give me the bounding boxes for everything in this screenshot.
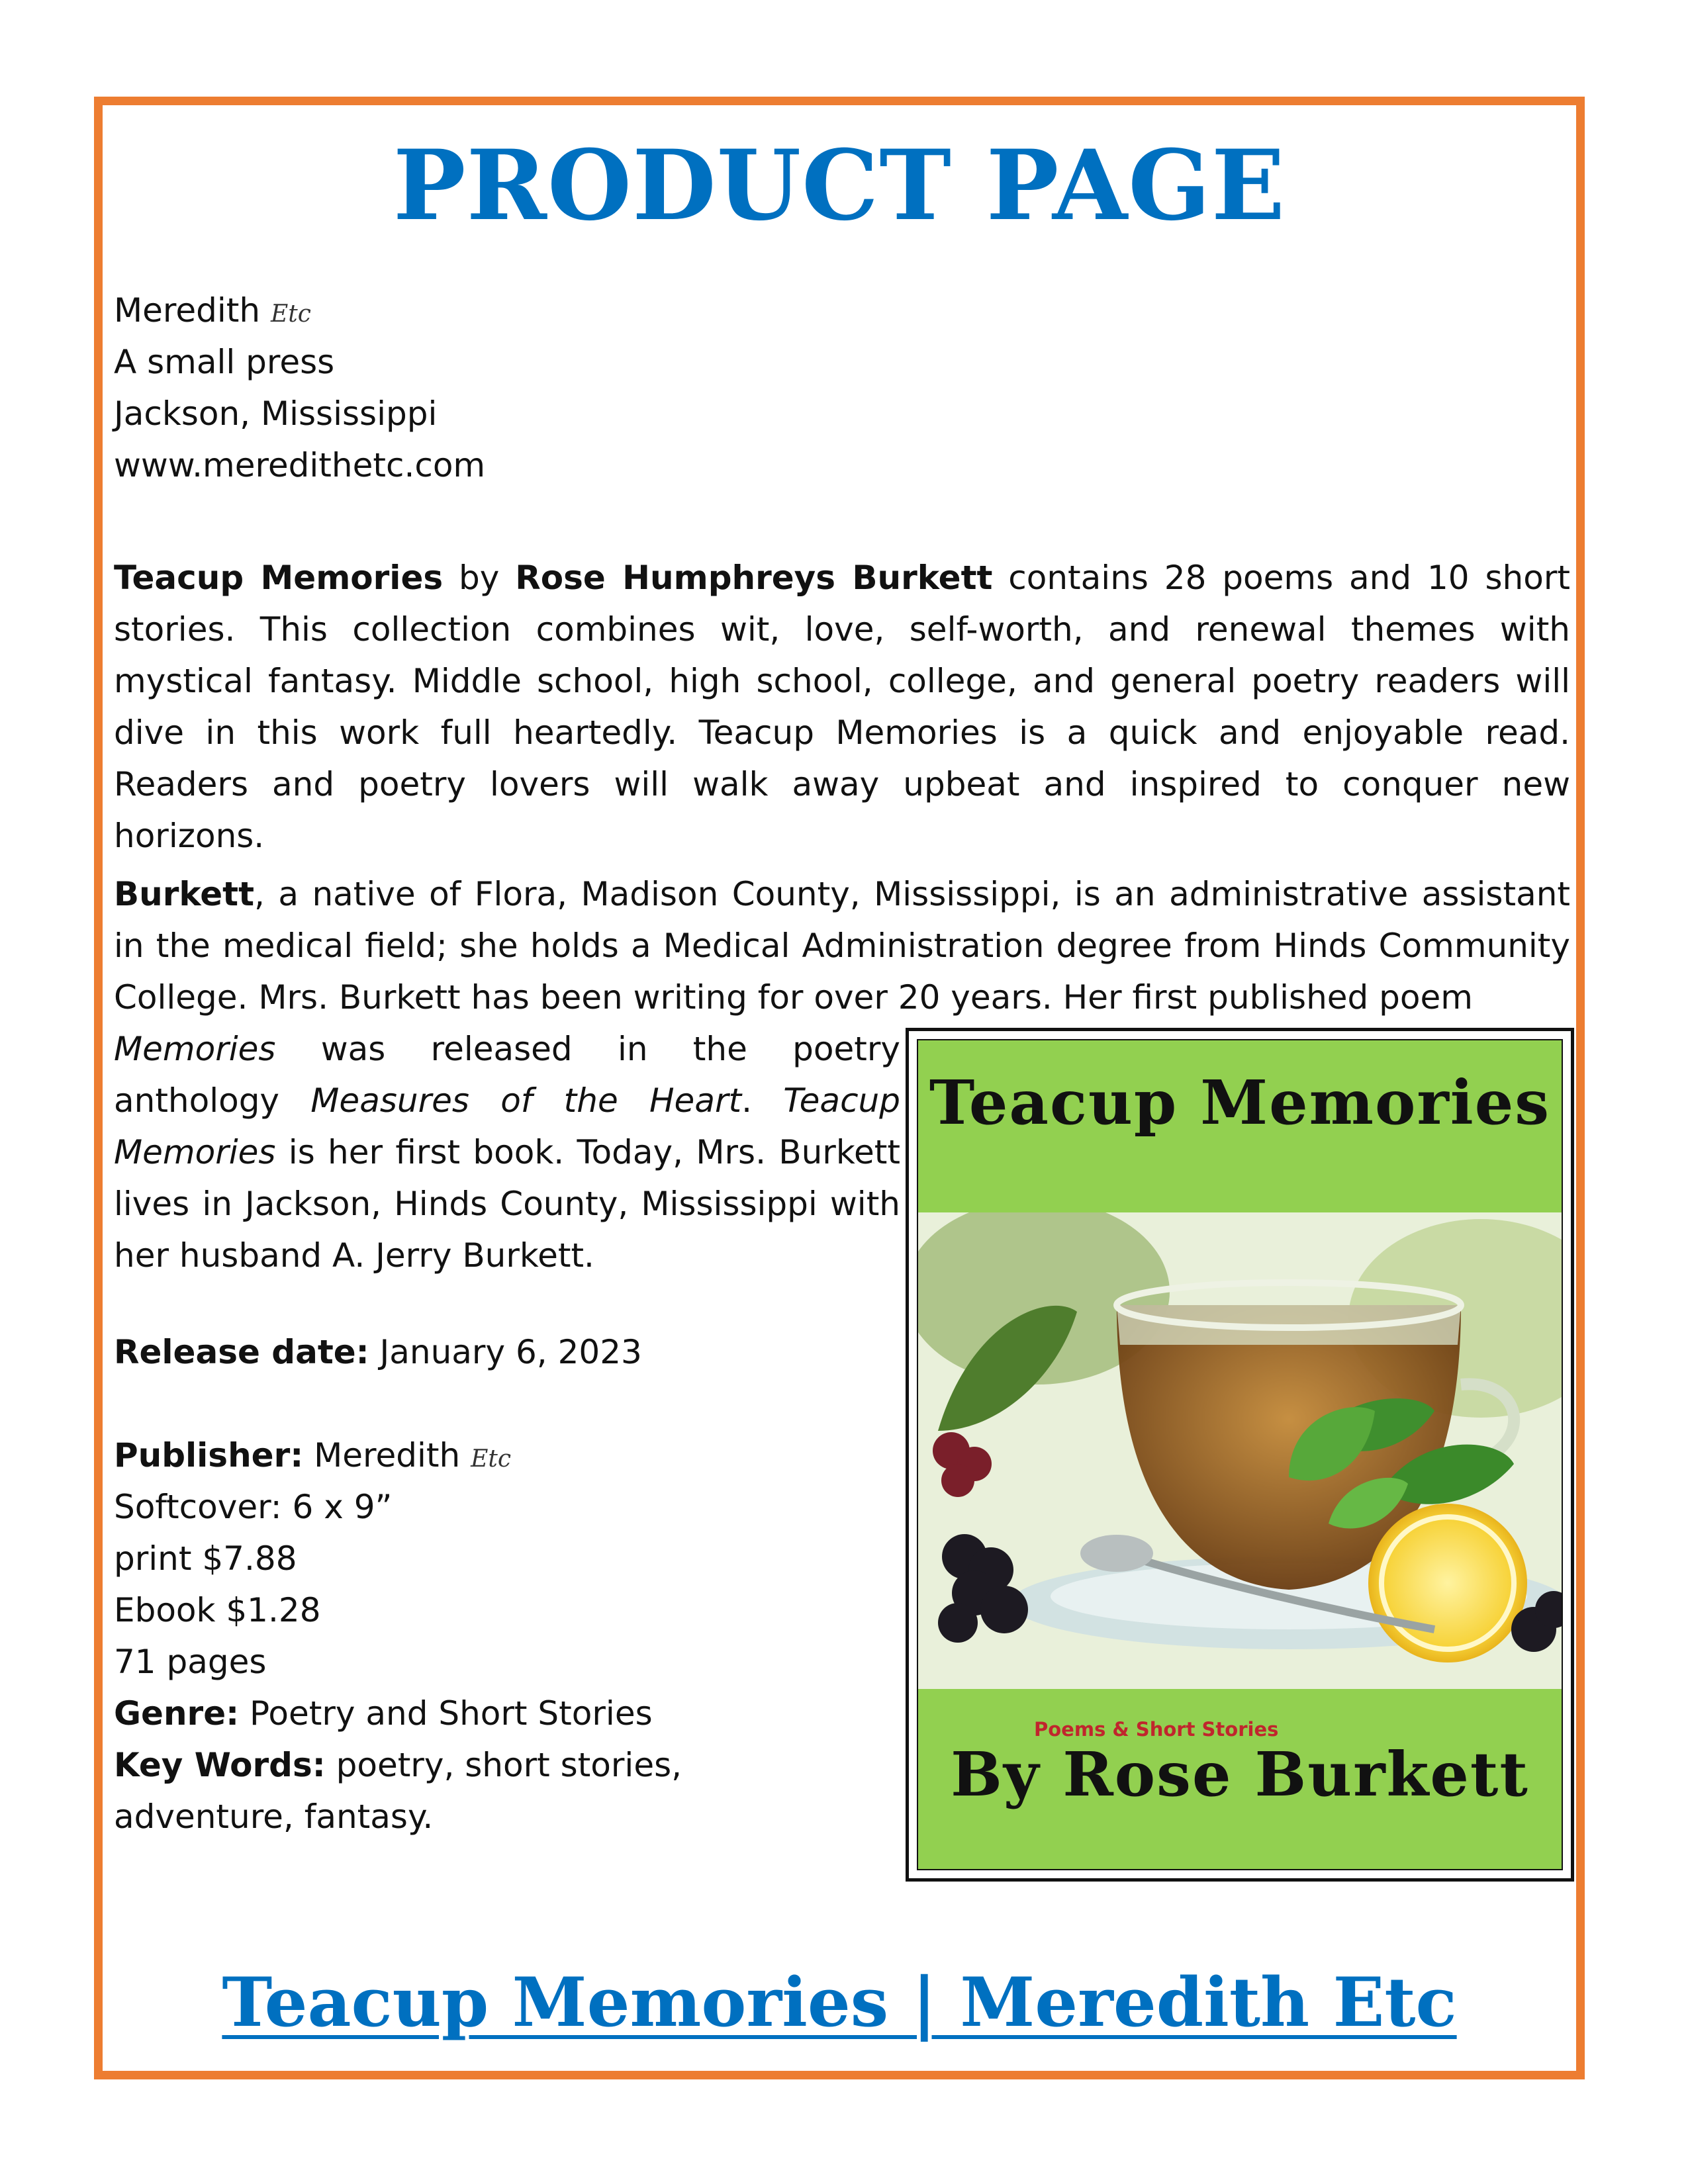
- publisher-tagline: A small press: [114, 343, 335, 381]
- release-date: [114, 1326, 908, 1378]
- bio-text2: was released in the poetry anthology: [114, 1030, 900, 1120]
- release-date-value: January 6, 2023: [379, 1333, 642, 1371]
- ebook-price: Ebook $1.28: [114, 1591, 321, 1629]
- publisher-name: Meredith: [114, 291, 261, 330]
- publisher-address-block: [114, 285, 1041, 491]
- publisher-value: Meredith: [314, 1436, 461, 1475]
- genre-value: Poetry and Short Stories: [250, 1694, 653, 1733]
- description-by: by: [459, 559, 500, 597]
- publisher-location: Jackson, Mississippi: [114, 394, 438, 433]
- cover-author: By Rose Burkett: [951, 1739, 1529, 1810]
- genre-row: [114, 1688, 908, 1739]
- publisher-row: [114, 1430, 908, 1481]
- bio-poem: Memories: [114, 1030, 276, 1068]
- description-text: contains 28 poems and 10 short stories. This collection combines wit, love, self-worth, and renewal themes with mystical fantasy. Middle school, high school, college, and general poetry readers will dive in this work full heartedly. Teacup Memories is a quick and enjoyable read. Readers and poetry lovers will walk away upbeat and inspired to conquer new horizons.: [114, 559, 1570, 855]
- page-title: PRODUCT PAGE: [393, 129, 1286, 242]
- cover-title: Teacup Memories: [929, 1067, 1551, 1138]
- release-date-label: Release date:: [114, 1333, 369, 1371]
- keywords-row-2: adventure, fantasy.: [114, 1797, 434, 1836]
- bio-text4: is her first book. Today, Mrs. Burkett lives in Jackson, Hinds County, Mississippi with her husband A. Jerry Burkett.: [114, 1133, 900, 1275]
- description-author: Rose Humphreys Burkett: [515, 559, 993, 597]
- publisher-name-line: [114, 285, 1041, 336]
- book-cover-image: [906, 1028, 1574, 1882]
- publisher-website: www.meredithetc.com: [114, 446, 486, 484]
- book-cover-inner: [917, 1039, 1563, 1870]
- print-price: print $7.88: [114, 1539, 297, 1578]
- teacup-illustration: [918, 1212, 1562, 1689]
- bio-text1: , a native of Flora, Madison County, Mississippi, is an administrative assistant in the medical field; she holds a Medical Administration degree from Hinds Community College. Mrs. Burkett has been writing for over 20 years. Her first published poem: [114, 875, 1570, 1017]
- keywords-label: Key Words:: [114, 1746, 326, 1784]
- teacup-photo: [918, 1212, 1562, 1689]
- bio-text3: .: [741, 1081, 753, 1120]
- keywords-value: poetry, short stories,: [336, 1746, 682, 1784]
- description-book-title: Teacup Memories: [114, 559, 444, 597]
- bio-book: Teacup Memories: [114, 1081, 900, 1171]
- publisher-label: Publisher:: [114, 1436, 304, 1475]
- bio-lead: Burkett: [114, 875, 254, 913]
- bio-anthology: Measures of the Heart: [310, 1081, 742, 1120]
- publisher-logo-small: Etc: [471, 1445, 512, 1473]
- page-count: 71 pages: [114, 1643, 267, 1681]
- softcover-row: Softcover: 6 x 9”: [114, 1488, 393, 1526]
- product-details: [114, 1430, 908, 1843]
- product-link[interactable]: Teacup Memories | Meredith Etc: [222, 1963, 1457, 2042]
- book-description: [114, 552, 1570, 862]
- author-bio-part1: [114, 868, 1570, 1023]
- cover-subtitle: Poems & Short Stories: [1034, 1718, 1279, 1741]
- publisher-logo: Etc: [270, 300, 311, 328]
- genre-label: Genre:: [114, 1694, 240, 1733]
- author-bio-part2: [114, 1023, 900, 1281]
- keywords-row: [114, 1739, 908, 1791]
